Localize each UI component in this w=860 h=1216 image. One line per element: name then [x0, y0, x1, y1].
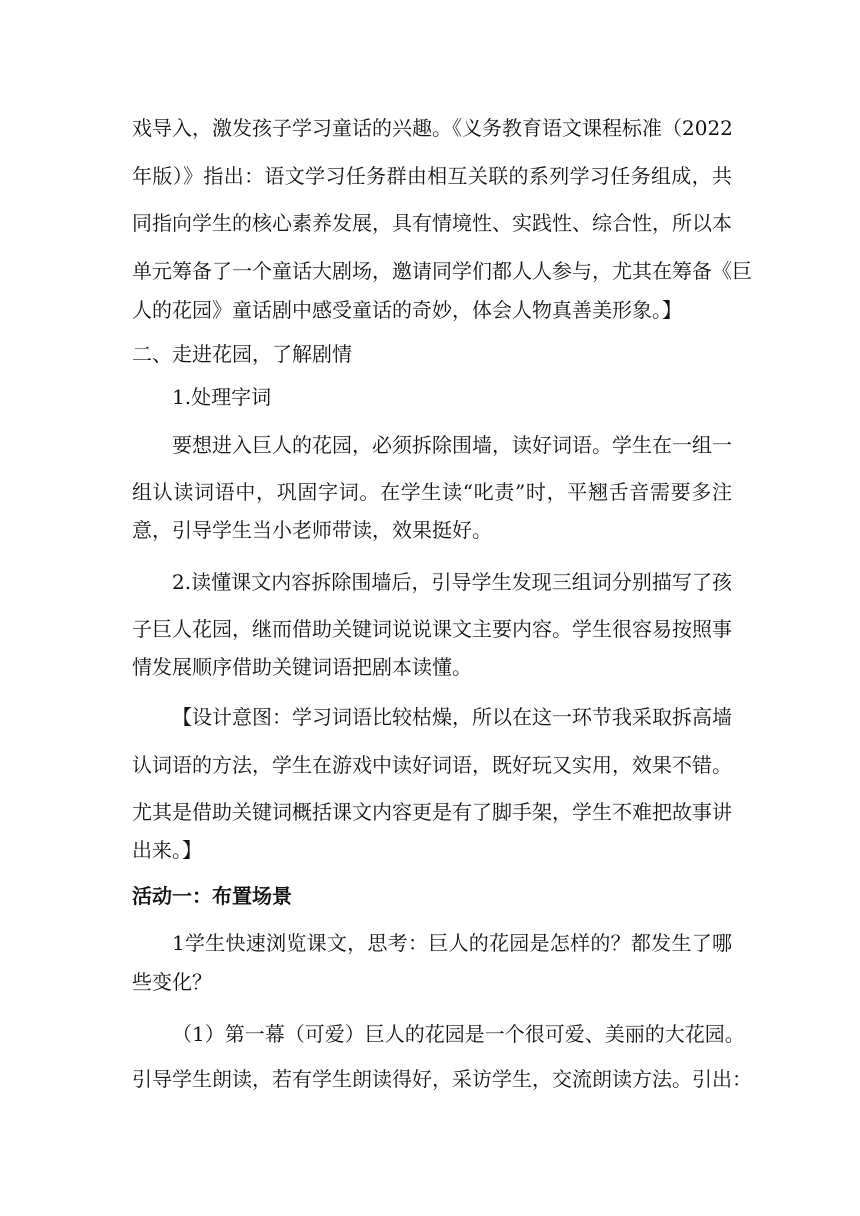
text-line: 组认读词语中，巩固字词。在学生读“叱责”时，平翘舌音需要多注: [132, 480, 732, 504]
text-line: 情发展顺序借助关键词语把剧本读懂。: [132, 655, 472, 679]
text-line: 意，引导学生当小老师带读，效果挺好。: [132, 518, 492, 542]
text-line: 1学生快速浏览课文，思考：巨人的花园是怎样的？都发生了哪: [172, 931, 732, 955]
text-line: 些变化？: [132, 970, 212, 994]
text-line: 人的花园》童话剧中感受童话的奇妙，体会人物真善美形象。】: [132, 298, 682, 322]
text-line: 认词语的方法，学生在游戏中读好词语，既好玩又实用，效果不错。: [132, 753, 732, 777]
text-line: 年版）》指出：语文学习任务群由相互关联的系列学习任务组成，共: [132, 164, 732, 188]
text-line: 单元筹备了一个童话大剧场，邀请同学们都人人参与，尤其在筹备《巨: [132, 259, 752, 283]
subheading: 1.处理字词: [172, 385, 272, 409]
text-line: 子巨人花园，继而借助关键词说说课文主要内容。学生很容易按照事: [132, 617, 732, 641]
text-line: 尤其是借助关键词概括课文内容更是有了脚手架，学生不难把故事讲: [132, 800, 732, 824]
text-line: 要想进入巨人的花园，必须拆除围墙，读好词语。学生在一组一: [172, 433, 732, 457]
text-line: （1）第一幕（可爱）巨人的花园是一个很可爱、美丽的大花园。: [172, 1022, 745, 1046]
activity-heading: 活动一：布置场景: [132, 884, 292, 908]
section-heading: 二、走进花园，了解剧情: [132, 342, 352, 366]
text-line: 戏导入，激发孩子学习童话的兴趣。《义务教育语文课程标准（2022: [132, 116, 733, 140]
text-line: 出来。】: [132, 838, 202, 862]
text-line: 【设计意图：学习词语比较枯燥，所以在这一环节我采取拆高墙: [172, 705, 732, 729]
text-line: 2.读懂课文内容拆除围墙后，引导学生发现三组词分别描写了孩: [172, 570, 732, 594]
text-line: 引导学生朗读，若有学生朗读得好，采访学生，交流朗读方法。引出：: [132, 1067, 752, 1091]
text-line: 同指向学生的核心素养发展，具有情境性、实践性、综合性，所以本: [132, 211, 732, 235]
